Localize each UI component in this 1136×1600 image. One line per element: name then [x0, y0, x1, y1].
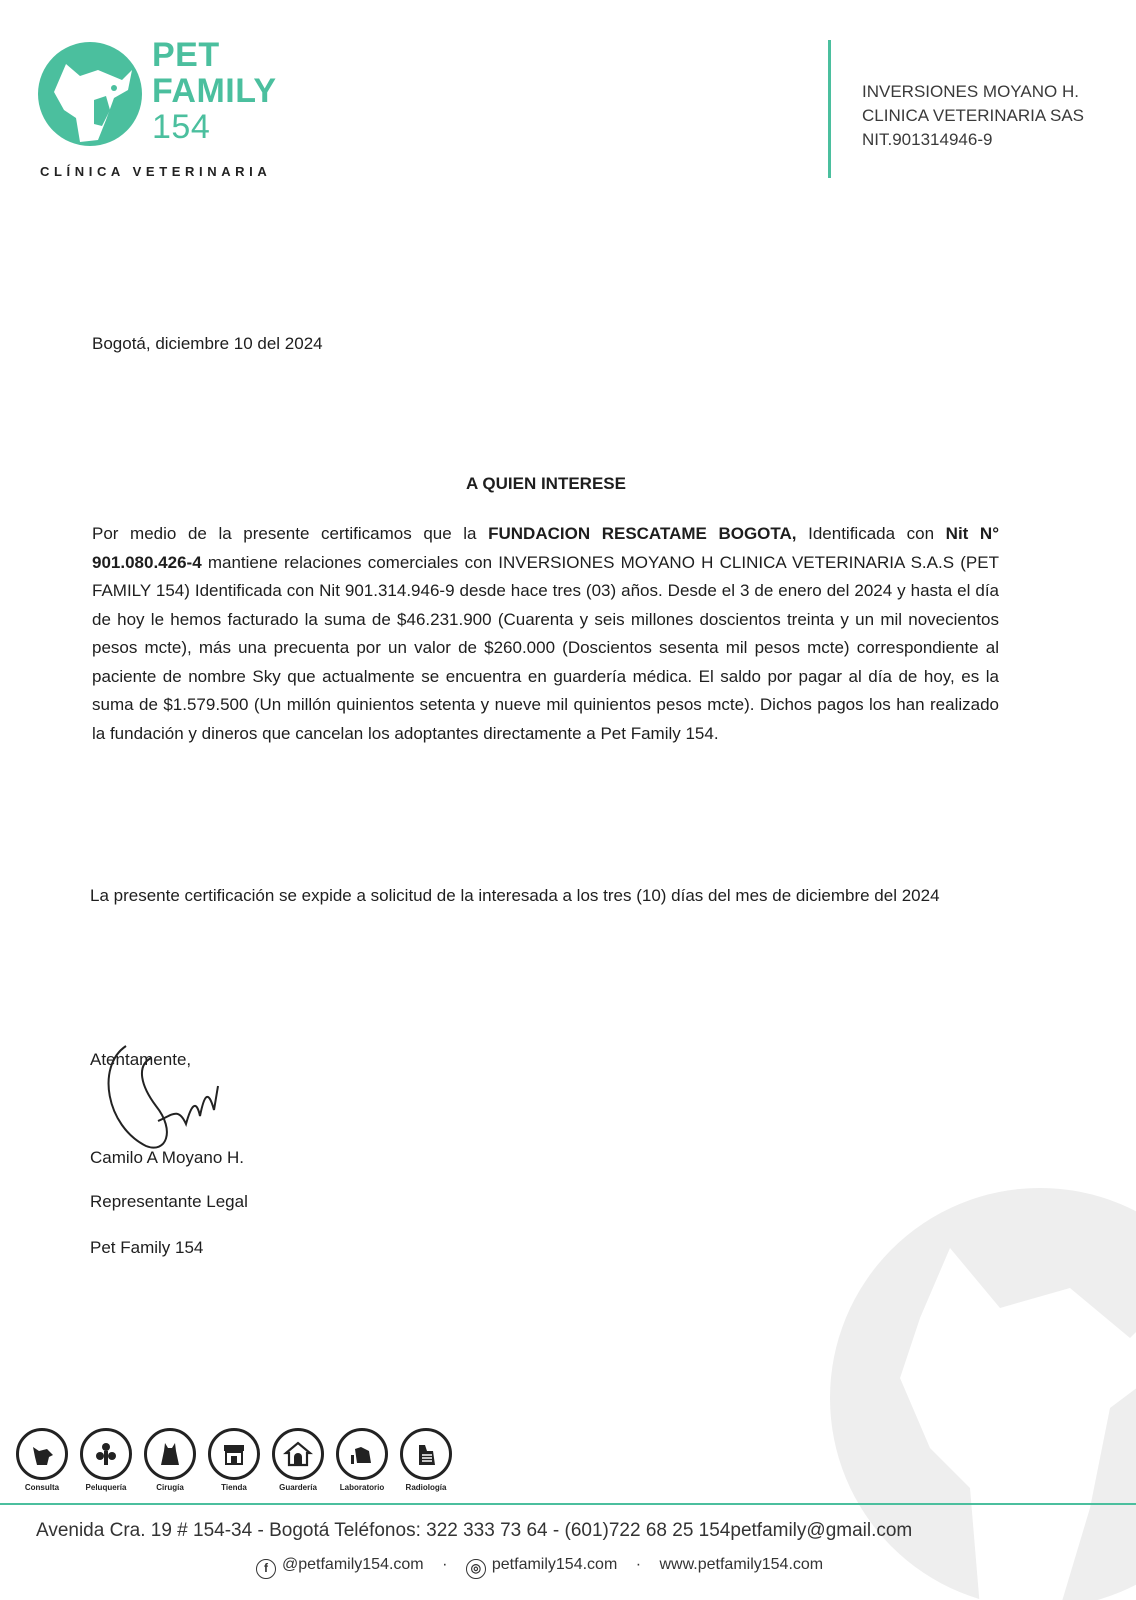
- xray-dog-icon: [400, 1428, 452, 1480]
- lab-dog-icon: [336, 1428, 388, 1480]
- instagram-icon: ◎: [466, 1559, 486, 1579]
- company-line-2: CLINICA VETERINARIA SAS: [862, 106, 1085, 125]
- cat-surgery-icon: [144, 1428, 196, 1480]
- signer-name: Camilo A Moyano H.: [90, 1148, 245, 1167]
- letter-body-paragraph-1: [92, 520, 999, 748]
- para1-foundation-nit: Nit N° 901.080.426-4: [92, 524, 1000, 572]
- poodle-grooming-icon: [80, 1428, 132, 1480]
- footer-address: Avenida Cra. 19 # 154-34 - Bogotá Teléfonos: 322 333 73 64 - (601)722 68 25 154petfamily@gmail.com: [36, 1520, 913, 1541]
- para1-text-2: Identificada con: [796, 524, 946, 543]
- service-tienda: [204, 1428, 264, 1492]
- logo-line-3: 154: [152, 108, 211, 146]
- company-line-1: INVERSIONES MOYANO H.: [862, 82, 1079, 101]
- para1-text-1: Por medio de la presente certificamos que la: [92, 524, 489, 543]
- instagram-handle: petfamily154.com: [491, 1556, 618, 1573]
- logo-line-2: FAMILY: [152, 72, 277, 110]
- separator-dot: ·: [635, 1556, 642, 1573]
- footer-divider: [0, 1503, 1136, 1505]
- facebook-handle: @petfamily154.com: [282, 1556, 424, 1573]
- header-divider: [828, 40, 831, 178]
- footer-social: [256, 1556, 823, 1579]
- para1-foundation-name: FUNDACION RESCATAME BOGOTA,: [488, 524, 797, 543]
- handwritten-signature: [96, 1036, 246, 1156]
- service-label: Guardería: [279, 1483, 317, 1492]
- logo-wordmark: [152, 38, 277, 146]
- service-label: Radiología: [405, 1483, 447, 1492]
- dog-consult-icon: [16, 1428, 68, 1480]
- pet-family-logo-icon: [36, 40, 144, 148]
- signer-role: Representante Legal: [90, 1192, 248, 1211]
- dog-house-icon: [272, 1428, 324, 1480]
- service-label: Tienda: [221, 1483, 247, 1492]
- store-icon: [208, 1428, 260, 1480]
- separator-dot: ·: [442, 1556, 448, 1573]
- letter-heading: A QUIEN INTERESE: [466, 474, 626, 493]
- service-radiologia: [396, 1428, 456, 1492]
- service-cirugia: [140, 1428, 200, 1492]
- facebook-icon: f: [256, 1559, 276, 1579]
- logo-subtitle: CLÍNICA VETERINARIA: [40, 164, 272, 179]
- website-url: www.petfamily154.com: [659, 1556, 824, 1573]
- para1-text-3: mantiene relaciones comerciales con INVERSIONES MOYANO H CLINICA VETERINARIA S.A.S (PET FAMILY 154) Identificada con Nit 901.314.946-9 desde hace tres (03) años. Desde el 3 de enero del 2024 y hasta el día de hoy le hemos facturado la suma de $46.231.900 (Cuarenta y seis millones doscientos treinta y un mil novecientos pesos mcte), más una precuenta por un valor de $260.000 (Doscientos sesenta mil pesos mcte) correspondiente al paciente de nombre Sky que actualmente se encuentra en guardería médica. El saldo por pagar al día de hoy, es la suma de $1.579.500 (Un millón quinientos setenta y nueve mil quinientos pesos mcte). Dichos pagos los han realizado la fundación y dineros que cancelan los adoptantes directamente a Pet Family 154.: [92, 552, 999, 743]
- letter-date: Bogotá, diciembre 10 del 2024: [92, 334, 323, 353]
- logo-line-1: PET: [152, 36, 220, 74]
- signer-company: Pet Family 154: [90, 1238, 204, 1257]
- service-laboratorio: [332, 1428, 392, 1492]
- service-consulta: [12, 1428, 72, 1492]
- company-info: [862, 80, 1084, 152]
- service-label: Consulta: [24, 1483, 60, 1492]
- service-guarderia: [268, 1428, 328, 1492]
- letter-closing: Atentamente,: [90, 1050, 192, 1069]
- service-label: Laboratorio: [339, 1483, 385, 1492]
- service-label: Peluquería: [85, 1483, 127, 1492]
- service-peluqueria: [76, 1428, 136, 1492]
- letter-body-paragraph-2: La presente certificación se expide a solicitud de la interesada a los tres (10) días del mes de diciembre del 2024: [90, 886, 940, 905]
- service-label: Cirugía: [156, 1483, 184, 1492]
- company-nit: NIT.901314946-9: [862, 130, 993, 149]
